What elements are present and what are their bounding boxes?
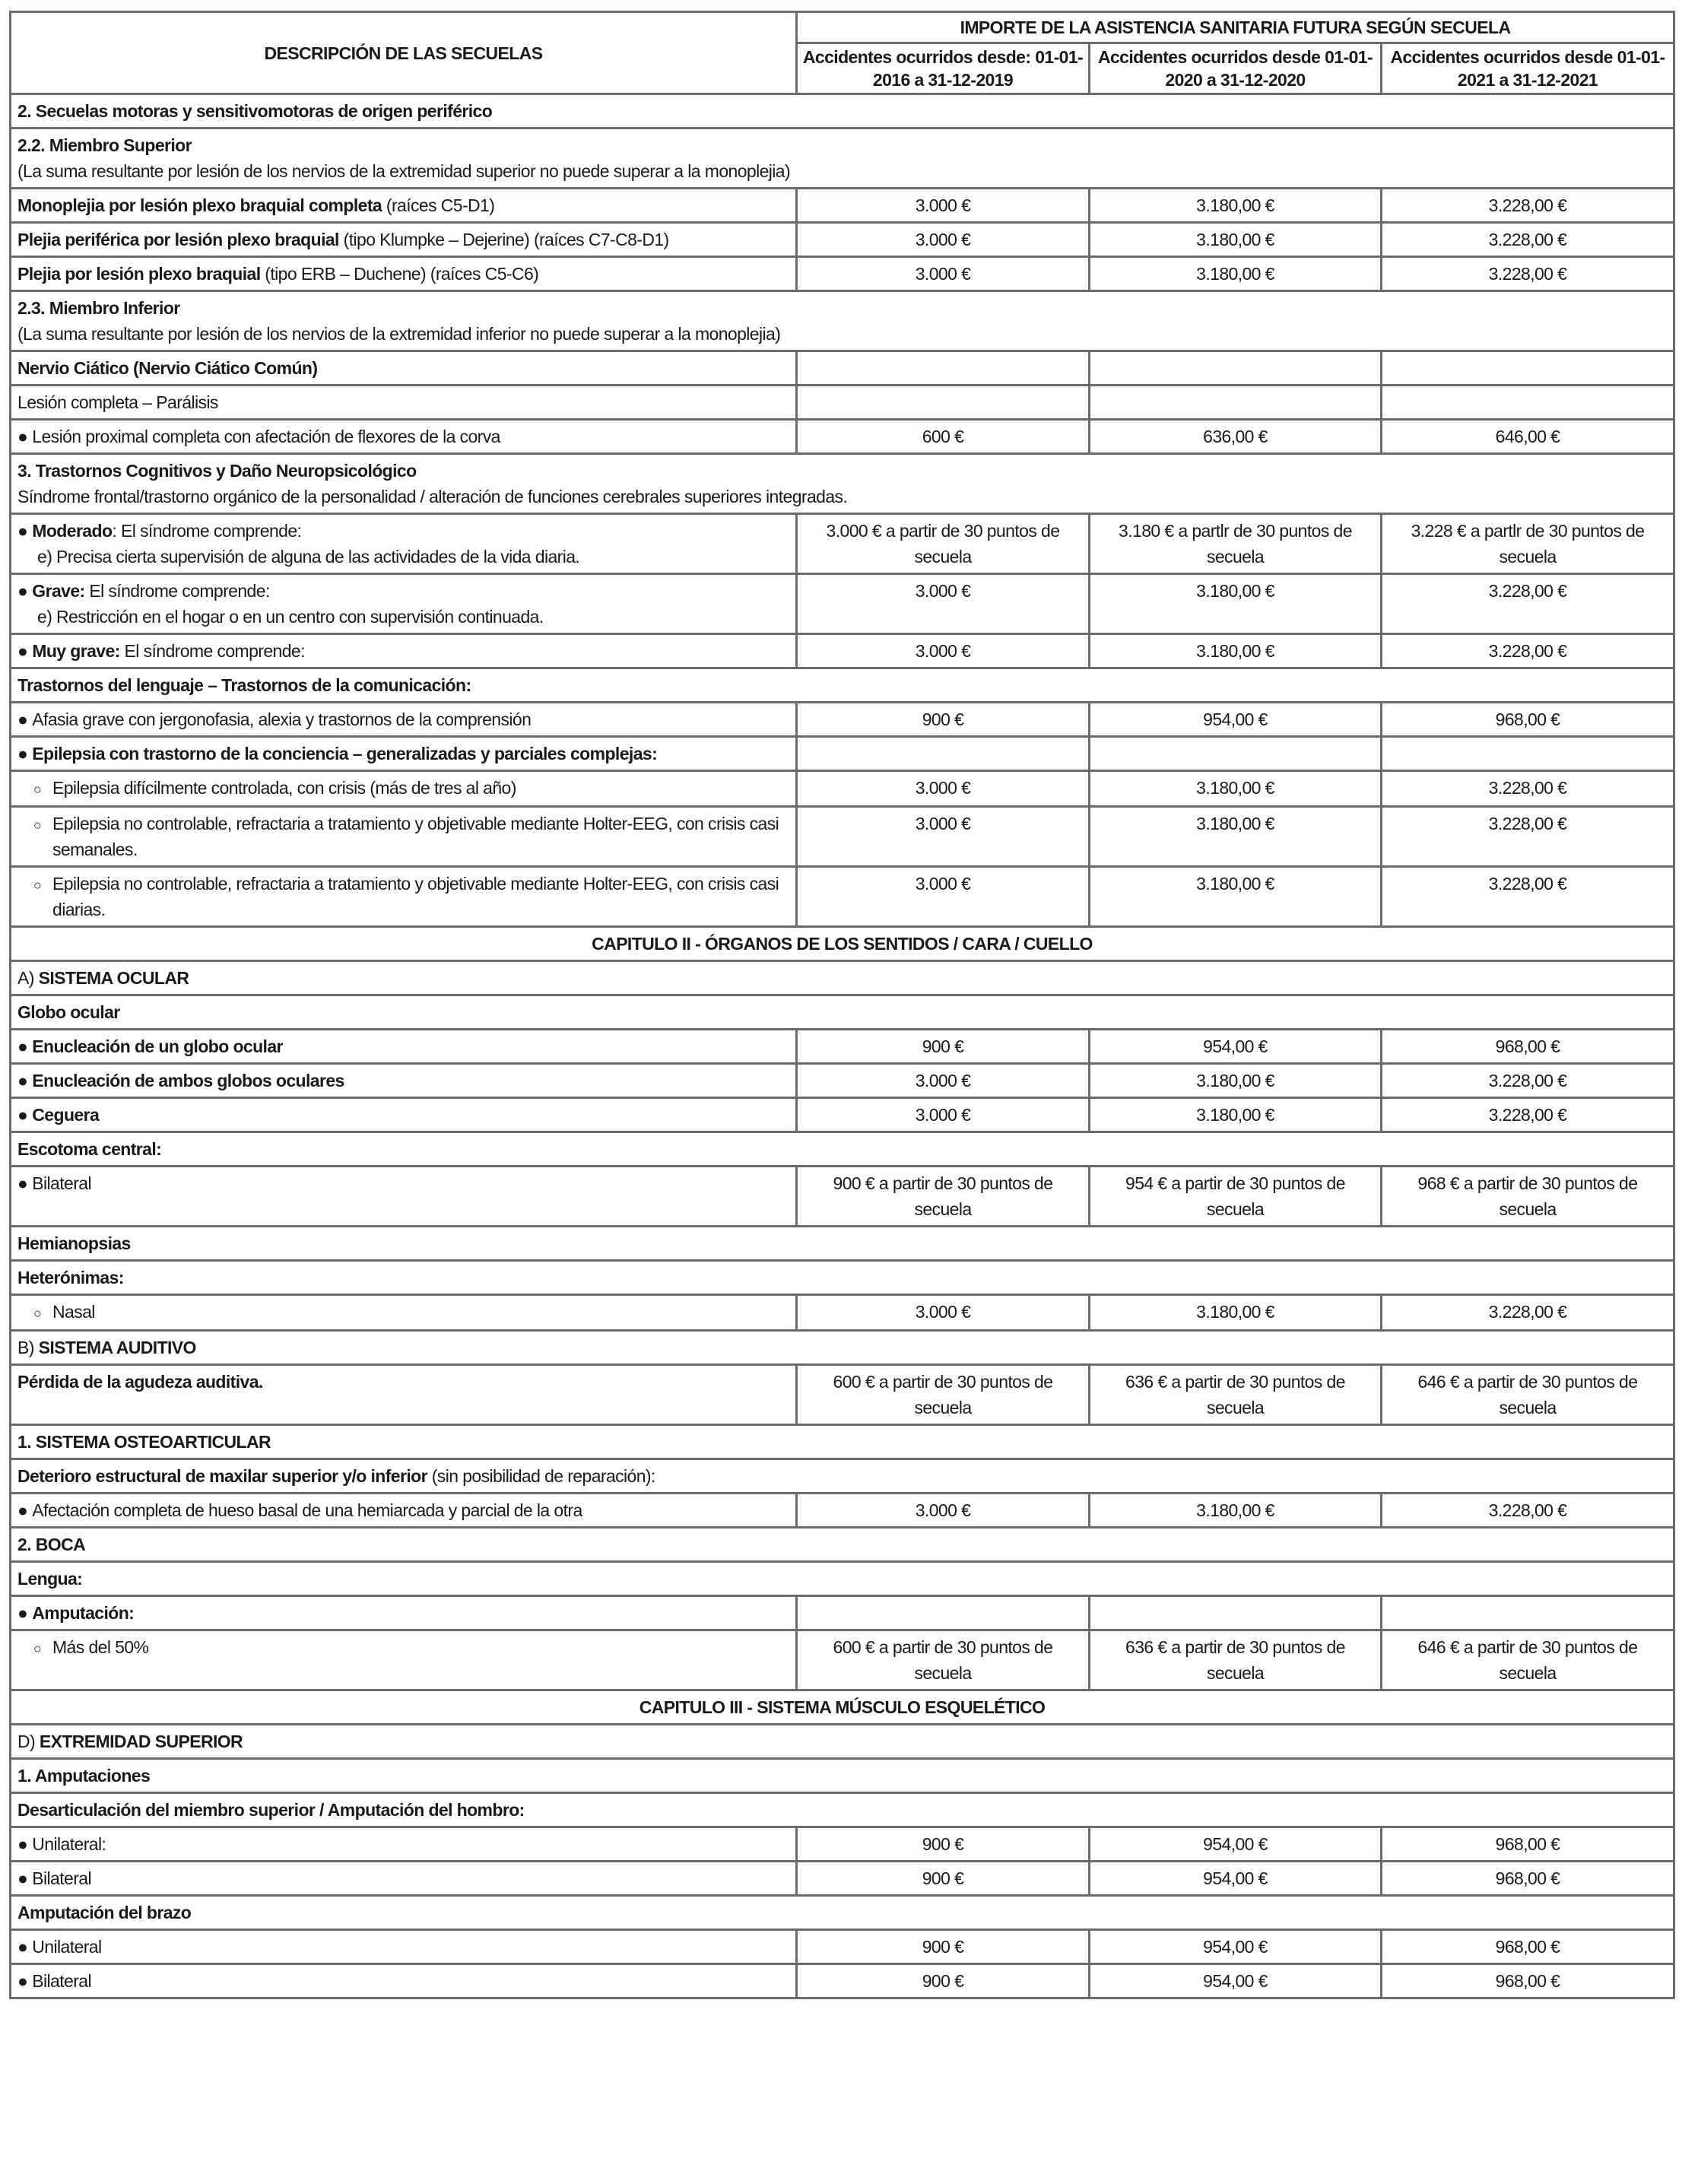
- description-bold: Moderado: [32, 521, 113, 541]
- section-heading: [11, 1459, 1674, 1494]
- bullet-filled-icon: ●: [17, 641, 28, 661]
- bullet-hollow-icon: ○: [33, 817, 42, 833]
- description-column-header: DESCRIPCIÓN DE LAS SECUELAS: [11, 12, 797, 94]
- section-title: SISTEMA OCULAR: [38, 968, 189, 988]
- chapter-heading: CAPITULO III - SISTEMA MÚSCULO ESQUELÉTICO: [11, 1690, 1674, 1725]
- section-heading: [11, 961, 1674, 995]
- bullet-filled-icon: ●: [17, 1937, 28, 1957]
- section-heading: [11, 454, 1674, 514]
- section-title: Amputación del brazo: [17, 1903, 192, 1922]
- table-row: [11, 1690, 1674, 1725]
- description-text: [52, 1634, 782, 1660]
- amount-2016-2019: 900 €: [797, 1862, 1090, 1896]
- table-body: [11, 94, 1674, 1998]
- amount-2020: 3.180,00 €: [1090, 189, 1382, 223]
- table-row: [11, 420, 1674, 454]
- description-text: [32, 1071, 344, 1090]
- section-heading: [11, 1425, 1674, 1459]
- sequela-description: [11, 514, 797, 574]
- section-prefix: A): [17, 968, 39, 988]
- amount-2016-2019: 3.000 €: [797, 1064, 1090, 1098]
- description-normal: Unilateral: [32, 1937, 102, 1957]
- amount-2020: 954 € a partir de 30 puntos de secuela: [1090, 1167, 1382, 1227]
- amount-2020: [1090, 386, 1382, 420]
- table-row: [11, 961, 1674, 995]
- description-normal: (tipo ERB – Duchene) (raíces C5-C6): [260, 264, 539, 284]
- sequela-description: [11, 771, 797, 807]
- section-heading: [11, 1562, 1674, 1596]
- amount-2021: 3.228,00 €: [1382, 189, 1674, 223]
- amount-2021: 3.228 € a partlr de 30 puntos de secuela: [1382, 514, 1674, 574]
- section-heading: [11, 1261, 1674, 1295]
- amount-2016-2019: 900 €: [797, 1030, 1090, 1064]
- table-row: [11, 737, 1674, 771]
- table-row: [11, 1261, 1674, 1295]
- sequela-description: [11, 574, 797, 634]
- amount-2021: 3.228,00 €: [1382, 223, 1674, 257]
- description-text: [32, 427, 500, 446]
- description-normal: Epilepsia difícilmente controlada, con crisis (más de tres al año): [52, 778, 516, 798]
- amount-2020: 636 € a partir de 30 puntos de secuela: [1090, 1630, 1382, 1690]
- amount-2016-2019: [797, 351, 1090, 386]
- amount-2021: 3.228,00 €: [1382, 1494, 1674, 1528]
- table-row: [11, 1827, 1674, 1862]
- table-row: [11, 257, 1674, 291]
- amount-2021: 968,00 €: [1382, 1862, 1674, 1896]
- table-row: [11, 1227, 1674, 1261]
- sequela-description: [11, 807, 797, 867]
- bullet-hollow-icon: ○: [33, 782, 42, 797]
- description-bold: Plejia por lesión plexo braquial: [17, 264, 261, 284]
- description-normal: Afasia grave con jergonofasia, alexia y trastornos de la comprensión: [32, 709, 532, 729]
- amount-2016-2019: 900 €: [797, 1964, 1090, 1998]
- section-title: 3. Trastornos Cognitivos y Daño Neuropsicológico: [17, 461, 417, 481]
- table-row: [11, 514, 1674, 574]
- table-row: [11, 129, 1674, 189]
- chapter-heading: CAPITULO II - ÓRGANOS DE LOS SENTIDOS / CARA / CUELLO: [11, 927, 1674, 961]
- table-row: [11, 94, 1674, 129]
- table-row: [11, 867, 1674, 927]
- description-bold: Pérdida de la agudeza auditiva.: [17, 1372, 263, 1392]
- bullet-filled-icon: ●: [17, 1105, 28, 1125]
- bullet-hollow-icon: ○: [33, 1306, 42, 1321]
- amount-2016-2019: 900 €: [797, 1930, 1090, 1964]
- table-row: [11, 1295, 1674, 1331]
- description-text: [32, 1105, 99, 1125]
- bullet-filled-icon: ●: [17, 1868, 28, 1888]
- amount-2020: 3.180,00 €: [1090, 867, 1382, 927]
- description-text: [52, 871, 782, 922]
- description-normal: Bilateral: [32, 1173, 91, 1193]
- description-text: [32, 1868, 91, 1888]
- section-heading: [11, 1331, 1674, 1365]
- amount-2020: 954,00 €: [1090, 1827, 1382, 1862]
- amount-2016-2019: 3.000 € a partir de 30 puntos de secuela: [797, 514, 1090, 574]
- table-row: [11, 1596, 1674, 1630]
- description-subitem: e) Restricción en el hogar o en un centro con supervisión continuada.: [37, 607, 544, 627]
- amount-2020: 954,00 €: [1090, 1030, 1382, 1064]
- description-normal: Más del 50%: [52, 1637, 149, 1657]
- table-row: [11, 1725, 1674, 1759]
- section-title: 2. Secuelas motoras y sensitivomotoras de origen periférico: [17, 101, 493, 121]
- sequela-description: [11, 1064, 797, 1098]
- amount-2016-2019: 900 €: [797, 1827, 1090, 1862]
- description-text: [32, 1834, 106, 1854]
- sequela-description: [11, 1630, 797, 1690]
- section-title: Globo ocular: [17, 1002, 120, 1022]
- table-row: [11, 574, 1674, 634]
- description-normal: (tipo Klumpke – Dejerine) (raíces C7-C8-D1): [338, 230, 669, 249]
- bullet-filled-icon: ●: [17, 1071, 28, 1090]
- table-row: [11, 995, 1674, 1030]
- sequela-description: [11, 257, 797, 291]
- amount-2021: 646 € a partir de 30 puntos de secuela: [1382, 1630, 1674, 1690]
- section-note: Síndrome frontal/trastorno orgánico de la personalidad / alteración de funciones cerebrales superiores integradas.: [17, 487, 848, 506]
- amount-2016-2019: [797, 737, 1090, 771]
- description-bold: Enucleación de ambos globos oculares: [32, 1071, 344, 1090]
- section-title: 2.2. Miembro Superior: [17, 135, 192, 155]
- section-title: Lengua:: [17, 1569, 83, 1589]
- table-row: [11, 1365, 1674, 1425]
- table-row: [11, 634, 1674, 668]
- description-text: [52, 1299, 782, 1325]
- sequela-description: [11, 1862, 797, 1896]
- description-text: [32, 641, 305, 661]
- amount-2016-2019: 3.000 €: [797, 867, 1090, 927]
- amount-2020: 3.180,00 €: [1090, 1295, 1382, 1331]
- table-row: [11, 668, 1674, 703]
- description-bold: Muy grave:: [32, 641, 120, 661]
- amount-2021: 968,00 €: [1382, 703, 1674, 737]
- amount-2021: 3.228,00 €: [1382, 867, 1674, 927]
- table-row: [11, 1630, 1674, 1690]
- amount-2021: 3.228,00 €: [1382, 257, 1674, 291]
- description-normal: El síndrome comprende:: [119, 641, 305, 661]
- description-normal: Epilepsia no controlable, refractaria a tratamiento y objetivable mediante Holter-EEG, con crisis casi diarias.: [52, 874, 779, 919]
- section-title: 2.3. Miembro Inferior: [17, 298, 180, 318]
- section-heading: [11, 1896, 1674, 1930]
- table-row: [11, 1793, 1674, 1827]
- sequela-description: [11, 386, 797, 420]
- amount-2021: 968,00 €: [1382, 1827, 1674, 1862]
- period-header-2016-2019: Accidentes ocurridos desde: 01-01-2016 a 31-12-2019: [797, 43, 1090, 94]
- table-row: [11, 1494, 1674, 1528]
- description-normal: El síndrome comprende:: [84, 581, 270, 601]
- description-bold: Ceguera: [32, 1105, 100, 1125]
- amount-2016-2019: 600 €: [797, 420, 1090, 454]
- description-text: [52, 811, 782, 862]
- amount-2020: [1090, 1596, 1382, 1630]
- amount-2021: 968 € a partir de 30 puntos de secuela: [1382, 1167, 1674, 1227]
- amount-2016-2019: 3.000 €: [797, 1295, 1090, 1331]
- sequela-description: [11, 634, 797, 668]
- table-row: [11, 1528, 1674, 1562]
- amount-2020: 3.180,00 €: [1090, 634, 1382, 668]
- sequela-description: [11, 1030, 797, 1064]
- description-text: [32, 521, 301, 541]
- section-heading: [11, 129, 1674, 189]
- bullet-filled-icon: ●: [17, 744, 28, 763]
- table-row: [11, 1759, 1674, 1793]
- description-normal: Bilateral: [32, 1971, 91, 1991]
- amount-2021: [1382, 1596, 1674, 1630]
- section-heading: [11, 94, 1674, 129]
- description-normal: Lesión proximal completa con afectación de flexores de la corva: [32, 427, 500, 446]
- table-row: [11, 1459, 1674, 1494]
- section-title: 2. BOCA: [17, 1535, 86, 1554]
- section-title: 1. Amputaciones: [17, 1766, 151, 1786]
- table-row: [11, 1964, 1674, 1998]
- table-row: [11, 351, 1674, 386]
- table-row: [11, 1331, 1674, 1365]
- table-row: [11, 386, 1674, 420]
- amount-2021: 968,00 €: [1382, 1964, 1674, 1998]
- amount-2016-2019: [797, 386, 1090, 420]
- document-page: [9, 11, 1673, 1999]
- bullet-filled-icon: ●: [17, 1971, 28, 1991]
- section-heading: [11, 995, 1674, 1030]
- section-prefix: B): [17, 1338, 39, 1357]
- description-text: [32, 1036, 283, 1056]
- amount-2021: 3.228,00 €: [1382, 574, 1674, 634]
- description-text: [17, 392, 218, 412]
- description-subitem: e) Precisa cierta supervisión de alguna de las actividades de la vida diaria.: [37, 547, 580, 567]
- amount-2021: 3.228,00 €: [1382, 807, 1674, 867]
- amount-2020: 954,00 €: [1090, 703, 1382, 737]
- bullet-filled-icon: ●: [17, 1603, 28, 1623]
- amount-2016-2019: [797, 1596, 1090, 1630]
- amount-2016-2019: 900 € a partir de 30 puntos de secuela: [797, 1167, 1090, 1227]
- table-row: [11, 1098, 1674, 1132]
- sequela-description: [11, 223, 797, 257]
- description-text: [17, 264, 538, 284]
- sequela-description: [11, 420, 797, 454]
- amount-2020: 954,00 €: [1090, 1964, 1382, 1998]
- amount-2020: [1090, 351, 1382, 386]
- period-header-2020: Accidentes ocurridos desde 01-01-2020 a 31-12-2020: [1090, 43, 1382, 94]
- table-row: [11, 927, 1674, 961]
- amount-2021: [1382, 386, 1674, 420]
- section-title: SISTEMA AUDITIVO: [38, 1338, 196, 1357]
- description-normal: : El síndrome comprende:: [112, 521, 302, 541]
- sequela-description: [11, 1930, 797, 1964]
- description-text: [17, 195, 494, 215]
- description-text: [32, 744, 657, 763]
- table-row: [11, 1167, 1674, 1227]
- section-heading: [11, 1759, 1674, 1793]
- bullet-filled-icon: ●: [17, 1036, 28, 1056]
- amount-group-header: IMPORTE DE LA ASISTENCIA SANITARIA FUTURA SEGÚN SECUELA: [797, 12, 1674, 43]
- table-row: [11, 771, 1674, 807]
- bullet-filled-icon: ●: [17, 581, 28, 601]
- section-note: (La suma resultante por lesión de los nervios de la extremidad inferior no puede superar a la monoplejia): [17, 324, 781, 344]
- section-heading: [11, 1725, 1674, 1759]
- amount-2016-2019: 3.000 €: [797, 257, 1090, 291]
- section-heading: [11, 1528, 1674, 1562]
- description-normal: Afectación completa de hueso basal de una hemiarcada y parcial de la otra: [32, 1500, 582, 1520]
- amount-2021: 3.228,00 €: [1382, 1098, 1674, 1132]
- description-text: [32, 1937, 101, 1957]
- amount-2016-2019: 600 € a partir de 30 puntos de secuela: [797, 1630, 1090, 1690]
- description-normal: Epilepsia no controlable, refractaria a tratamiento y objetivable mediante Holter-EEG, con crisis casi semanales.: [52, 814, 779, 859]
- amount-2020: 3.180,00 €: [1090, 1494, 1382, 1528]
- amount-2016-2019: 900 €: [797, 703, 1090, 737]
- amount-2021: 3.228,00 €: [1382, 634, 1674, 668]
- sequela-description: [11, 351, 797, 386]
- amount-2016-2019: 3.000 €: [797, 189, 1090, 223]
- description-bold: Amputación:: [32, 1603, 135, 1623]
- sequela-description: [11, 1167, 797, 1227]
- section-title: Heterónimas:: [17, 1268, 124, 1287]
- description-bold: Epilepsia con trastorno de la conciencia – generalizadas y parciales complejas:: [32, 744, 658, 763]
- sequela-description: [11, 1295, 797, 1331]
- amount-2020: 636,00 €: [1090, 420, 1382, 454]
- amount-2020: 954,00 €: [1090, 1930, 1382, 1964]
- table-row: [11, 454, 1674, 514]
- section-title: Trastornos del lenguaje – Trastornos de la comunicación:: [17, 675, 471, 695]
- table-row: [11, 1862, 1674, 1896]
- amount-2021: [1382, 351, 1674, 386]
- amount-2016-2019: 600 € a partir de 30 puntos de secuela: [797, 1365, 1090, 1425]
- bullet-filled-icon: ●: [17, 521, 28, 541]
- amount-2016-2019: 3.000 €: [797, 1494, 1090, 1528]
- description-text: [32, 581, 269, 601]
- description-text: [32, 1603, 134, 1623]
- bullet-filled-icon: ●: [17, 1834, 28, 1854]
- amount-2020: 954,00 €: [1090, 1862, 1382, 1896]
- description-text: [52, 775, 782, 801]
- amount-2021: 646,00 €: [1382, 420, 1674, 454]
- sequela-description: [11, 1494, 797, 1528]
- section-prefix: D): [17, 1732, 40, 1751]
- description-normal: Lesión completa – Parálisis: [17, 392, 218, 412]
- table-row: [11, 703, 1674, 737]
- description-text: [17, 230, 669, 249]
- table-row: [11, 223, 1674, 257]
- description-bold: Monoplejia por lesión plexo braquial completa: [17, 195, 382, 215]
- table-row: [11, 1064, 1674, 1098]
- bullet-filled-icon: ●: [17, 427, 28, 446]
- amount-2021: 646 € a partir de 30 puntos de secuela: [1382, 1365, 1674, 1425]
- amount-2021: 3.228,00 €: [1382, 1295, 1674, 1331]
- amount-2016-2019: 3.000 €: [797, 807, 1090, 867]
- section-title-detail: (sin posibilidad de reparación):: [427, 1466, 655, 1486]
- description-bold: Grave:: [32, 581, 85, 601]
- section-heading: [11, 668, 1674, 703]
- sequela-description: [11, 189, 797, 223]
- sequela-description: [11, 1365, 797, 1425]
- amount-2021: 968,00 €: [1382, 1030, 1674, 1064]
- table-row: [11, 1930, 1674, 1964]
- amount-2020: 3.180,00 €: [1090, 223, 1382, 257]
- sequela-description: [11, 737, 797, 771]
- sequela-description: [11, 1098, 797, 1132]
- table-row: [11, 1030, 1674, 1064]
- bullet-hollow-icon: ○: [33, 878, 42, 893]
- description-text: [32, 1500, 582, 1520]
- period-header-2021: Accidentes ocurridos desde 01-01-2021 a 31-12-2021: [1382, 43, 1674, 94]
- section-note: (La suma resultante por lesión de los nervios de la extremidad superior no puede superar a la monoplejia): [17, 161, 791, 181]
- sequela-description: [11, 1964, 797, 1998]
- description-text: [32, 1173, 91, 1193]
- description-normal: Bilateral: [32, 1868, 91, 1888]
- bullet-hollow-icon: ○: [33, 1641, 42, 1656]
- section-title: Escotoma central:: [17, 1139, 162, 1159]
- bullet-filled-icon: ●: [17, 709, 28, 729]
- description-bold: Plejia periférica por lesión plexo braquial: [17, 230, 339, 249]
- section-title: Desarticulación del miembro superior / Amputación del hombro:: [17, 1800, 525, 1820]
- table-row: [11, 189, 1674, 223]
- amount-2021: 968,00 €: [1382, 1930, 1674, 1964]
- description-text: [32, 709, 531, 729]
- description-normal: Unilateral:: [32, 1834, 106, 1854]
- section-title: EXTREMIDAD SUPERIOR: [39, 1732, 243, 1751]
- description-text: [32, 1971, 91, 1991]
- section-title: 1. SISTEMA OSTEOARTICULAR: [17, 1432, 271, 1452]
- amount-2020: 3.180,00 €: [1090, 807, 1382, 867]
- bullet-filled-icon: ●: [17, 1173, 28, 1193]
- description-bold: Enucleación de un globo ocular: [32, 1036, 283, 1056]
- amount-2016-2019: 3.000 €: [797, 1098, 1090, 1132]
- section-heading: [11, 1793, 1674, 1827]
- amount-2020: 3.180 € a partlr de 30 puntos de secuela: [1090, 514, 1382, 574]
- amount-2016-2019: 3.000 €: [797, 634, 1090, 668]
- section-heading: [11, 1227, 1674, 1261]
- sequelae-cost-table: [9, 11, 1675, 1999]
- bullet-filled-icon: ●: [17, 1500, 28, 1520]
- amount-2016-2019: 3.000 €: [797, 574, 1090, 634]
- table-row: [11, 1562, 1674, 1596]
- sequela-description: [11, 1596, 797, 1630]
- amount-2020: 3.180,00 €: [1090, 257, 1382, 291]
- table-row: [11, 1425, 1674, 1459]
- amount-2021: [1382, 737, 1674, 771]
- description-text: [17, 1372, 263, 1392]
- amount-2016-2019: 3.000 €: [797, 223, 1090, 257]
- sequela-description: [11, 867, 797, 927]
- description-bold: Nervio Ciático (Nervio Ciático Común): [17, 358, 318, 378]
- table-row: [11, 807, 1674, 867]
- section-heading: [11, 1132, 1674, 1167]
- amount-2021: 3.228,00 €: [1382, 1064, 1674, 1098]
- amount-2020: 3.180,00 €: [1090, 771, 1382, 807]
- amount-2020: 636 € a partir de 30 puntos de secuela: [1090, 1365, 1382, 1425]
- table-row: [11, 1132, 1674, 1167]
- amount-2020: [1090, 737, 1382, 771]
- table-row: [11, 291, 1674, 351]
- description-text: [17, 358, 317, 378]
- section-heading: [11, 291, 1674, 351]
- amount-2020: 3.180,00 €: [1090, 1098, 1382, 1132]
- section-title: Deterioro estructural de maxilar superior y/o inferior: [17, 1466, 427, 1486]
- sequela-description: [11, 703, 797, 737]
- table-row: [11, 1896, 1674, 1930]
- amount-2021: 3.228,00 €: [1382, 771, 1674, 807]
- description-normal: (raíces C5-D1): [382, 195, 495, 215]
- section-title: Hemianopsias: [17, 1233, 131, 1253]
- sequela-description: [11, 1827, 797, 1862]
- description-normal: Nasal: [52, 1302, 95, 1322]
- amount-2016-2019: 3.000 €: [797, 771, 1090, 807]
- amount-2020: 3.180,00 €: [1090, 1064, 1382, 1098]
- amount-2020: 3.180,00 €: [1090, 574, 1382, 634]
